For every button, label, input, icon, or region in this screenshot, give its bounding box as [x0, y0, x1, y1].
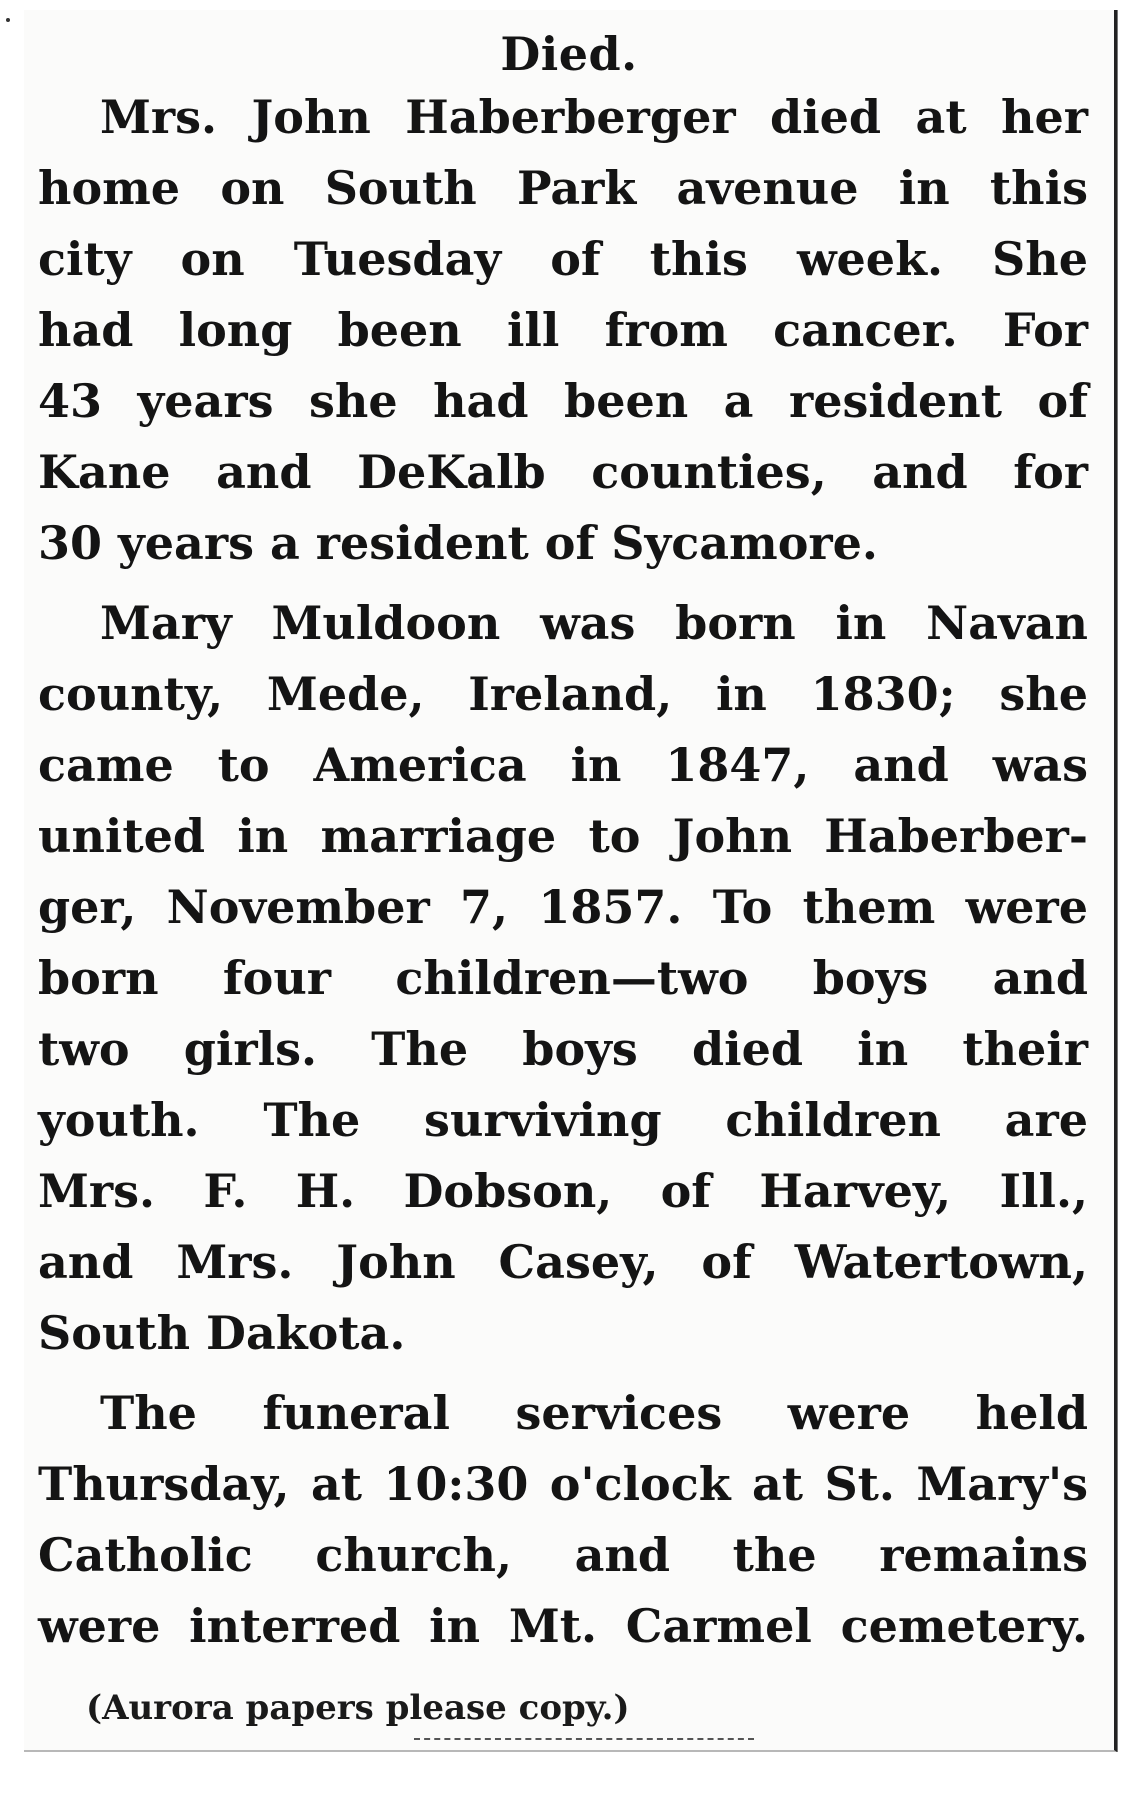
obituary-paragraph-2 [38, 588, 1088, 1369]
text-line: Mrs. John Haberberger died at her [100, 90, 1088, 144]
obituary-paragraph-1 [38, 82, 1088, 579]
text-line: 43 years she had been a resident of [38, 374, 1088, 428]
text-line: city on Tuesday of this week. She [38, 232, 1088, 286]
text-line: 30 years a resident of Sycamore. [38, 516, 878, 570]
text-line: were interred in Mt. Carmel cemetery. [38, 1599, 1088, 1653]
text-line: had long been ill from cancer. For [38, 303, 1088, 357]
text-line: two girls. The boys died in their [38, 1022, 1088, 1076]
text-line: came to America in 1847, and was [38, 738, 1088, 792]
footnote: (Aurora papers please copy.) [86, 1688, 630, 1728]
text-line: county, Mede, Ireland, in 1830; she [38, 667, 1088, 721]
text-line: Thursday, at 10:30 o'clock at St. Mary's [38, 1457, 1088, 1511]
scan-speck [6, 18, 10, 22]
text-line: youth. The surviving children are [38, 1093, 1088, 1147]
newspaper-clipping [24, 10, 1117, 1752]
closing-rule [414, 1738, 754, 1740]
obituary-paragraph-3 [38, 1378, 1088, 1662]
text-line: home on South Park avenue in this [38, 161, 1088, 215]
text-line: and Mrs. John Casey, of Watertown, [38, 1235, 1088, 1289]
text-line: born four children—two boys and [38, 951, 1088, 1005]
text-line: Catholic church, and the remains [38, 1528, 1088, 1582]
text-line: The funeral services were held [100, 1386, 1088, 1440]
text-line: Mrs. F. H. Dobson, of Harvey, Ill., [38, 1164, 1088, 1218]
text-line: Kane and DeKalb counties, and for [38, 445, 1088, 499]
text-line: ger, November 7, 1857. To them were [38, 880, 1088, 934]
text-line: South Dakota. [38, 1306, 406, 1360]
text-line: Mary Muldoon was born in Navan [100, 596, 1088, 650]
obituary-heading: Died. [500, 27, 638, 81]
text-line: united in marriage to John Haberber- [38, 809, 1088, 863]
